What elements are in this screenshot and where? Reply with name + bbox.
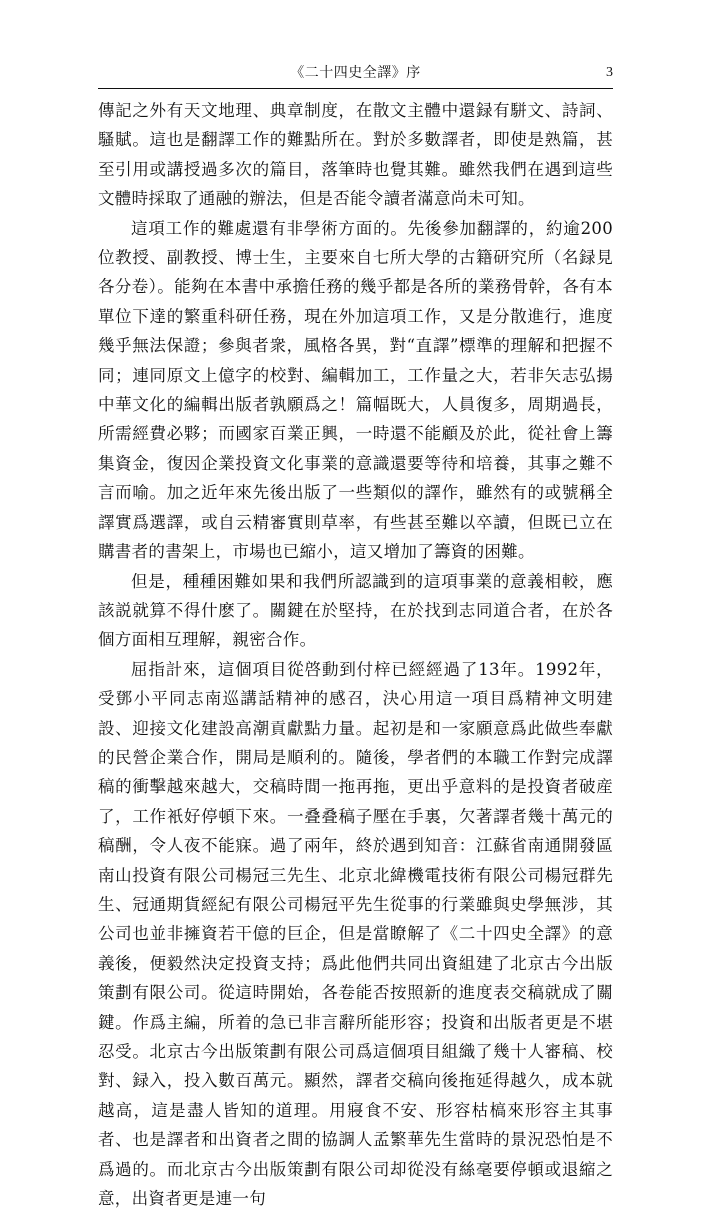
running-header <box>98 62 613 86</box>
paragraph-continued: 傳記之外有天文地理、典章制度，在散文主體中還録有駢文、詩詞、騷賦。這也是翻譯工作的難點所在。對於多數譯者，即使是熟篇，甚至引用或講授過多次的篇目，落筆時也覺其難。雖然我們在遇到這些文體時採取了通融的辦法，但是否能令讀者滿意尚未可知。 <box>98 101 613 209</box>
running-title: 《二十四史全譯》序 <box>290 65 421 81</box>
paragraph: 但是，種種困難如果和我們所認識到的這項事業的意義相較，應該説就算不得什麽了。關鍵在於堅持，在於找到志同道合者，在於各個方面相互理解，親密合作。 <box>98 571 613 650</box>
page-number: 3 <box>606 65 613 80</box>
body-text <box>98 96 613 1213</box>
paragraph: 這項工作的難處還有非學術方面的。先後參加翻譯的，約逾200位教授、副教授、博士生，主要來自七所大學的古籍研究所（名録見各分卷）。能夠在本書中承擔任務的幾乎都是各所的業務骨幹，各有本單位下達的繁重科研任務，現在外加這項工作，又是分散進行，進度幾乎無法保證；參與者衆，風格各異，對“直譯”標準的理解和把握不同；連同原文上億字的校對、編輯加工，工作量之大，若非矢志弘揚中華文化的編輯出版者孰願爲之！篇幅既大，人員復多，周期過長，所需經費必夥；而國家百業正興，一時還不能顧及於此，從社會上籌集資金，復因企業投資文化事業的意識還要等待和培養，其事之難不言而喻。加之近年來先後出版了一些類似的譯作，雖然有的或號稱全譯實爲選譯，或自云精審實則草率，有些甚至難以卒讀，但既已立在購書者的書架上，市場也已縮小，這又增加了籌資的困難。 <box>98 218 613 562</box>
paragraph: 屈指計來，這個項目從啓動到付梓已經經過了13年。1992年，受鄧小平同志南巡講話精神的感召，決心用這一項目爲精神文明建設、迎接文化建設高潮貢獻點力量。起初是和一家願意爲此做些奉獻的民營企業合作，開局是順利的。隨後，學者們的本職工作對完成譯稿的衝擊越來越大，交稿時間一拖再拖，更出乎意料的是投資者破産了，工作衹好停頓下來。一叠叠稿子壓在手裏，欠著譯者幾十萬元的稿酬，令人夜不能寐。過了兩年，終於遇到知音：江蘇省南通開發區南山投資有限公司楊冠三先生、北京北緯機電技術有限公司楊冠群先生、冠通期貨經紀有限公司楊冠平先生從事的行業雖與史學無涉，其公司也並非擁資若干億的巨企，但是當瞭解了《二十四史全譯》的意義後，便毅然決定投資支持；爲此他們共同出資組建了北京古今出版策劃有限公司。從這時開始，各卷能否按照新的進度表交稿就成了關鍵。作爲主編，所着的急已非言辭所能形容；投資和出版者更是不堪忍受。北京古今出版策劃有限公司爲這個項目組織了幾十人審稿、校對、録入，投入數百萬元。顯然，譯者交稿向後拖延得越久，成本就越高，這是盡人皆知的道理。用寢食不安、形容枯槁來形容主其事者、也是譯者和出資者之間的協調人孟繁華先生當時的景況恐怕是不爲過的。而北京古今出版策劃有限公司却從没有絲毫要停頓或退縮之意，出資者更是連一句 <box>98 659 613 1209</box>
header-rule <box>98 88 613 89</box>
